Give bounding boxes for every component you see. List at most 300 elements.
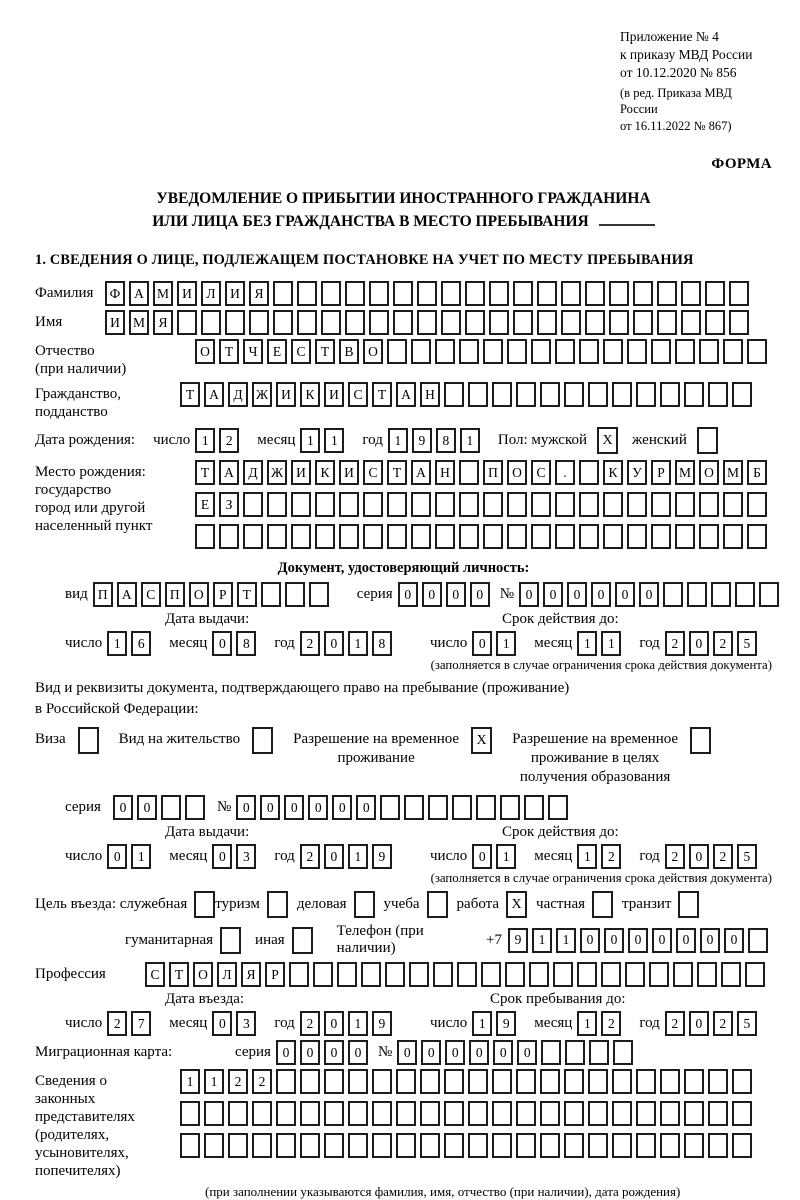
char-box[interactable]: А [204, 382, 224, 407]
char-box[interactable]: 0 [493, 1040, 513, 1065]
char-box[interactable]: 7 [131, 1011, 151, 1036]
char-box[interactable] [721, 962, 741, 987]
char-box[interactable]: 1 [348, 631, 368, 656]
char-box[interactable] [555, 339, 575, 364]
char-box[interactable] [588, 1101, 608, 1126]
char-box[interactable] [372, 1133, 392, 1158]
char-box[interactable]: Е [267, 339, 287, 364]
char-box[interactable] [276, 1069, 296, 1094]
char-box[interactable] [420, 1101, 440, 1126]
char-box[interactable]: Т [315, 339, 335, 364]
char-box[interactable]: Д [243, 460, 263, 485]
char-box[interactable] [315, 524, 335, 549]
char-box[interactable] [747, 339, 767, 364]
char-box[interactable]: 5 [737, 1011, 757, 1036]
char-box[interactable]: О [193, 962, 213, 987]
char-box[interactable]: 1 [496, 631, 516, 656]
char-box[interactable]: И [339, 460, 359, 485]
char-box[interactable] [612, 1133, 632, 1158]
char-box[interactable] [507, 524, 527, 549]
char-box[interactable] [748, 928, 768, 953]
char-box[interactable] [564, 1069, 584, 1094]
char-box[interactable] [404, 795, 424, 820]
char-box[interactable] [687, 582, 707, 607]
char-box[interactable] [483, 492, 503, 517]
char-box[interactable]: 0 [324, 1040, 344, 1065]
char-box[interactable]: 0 [236, 795, 256, 820]
char-box[interactable] [516, 1133, 536, 1158]
char-box[interactable] [465, 310, 485, 335]
char-box[interactable] [747, 524, 767, 549]
char-box[interactable] [273, 310, 293, 335]
char-box[interactable] [699, 524, 719, 549]
char-box[interactable] [225, 310, 245, 335]
work-checkbox[interactable]: X [506, 891, 527, 918]
char-box[interactable] [433, 962, 453, 987]
char-box[interactable]: А [396, 382, 416, 407]
char-box[interactable] [675, 524, 695, 549]
char-box[interactable]: П [165, 582, 185, 607]
char-box[interactable] [435, 492, 455, 517]
char-box[interactable]: С [348, 382, 368, 407]
char-box[interactable]: П [483, 460, 503, 485]
char-box[interactable] [613, 1040, 633, 1065]
char-box[interactable] [387, 492, 407, 517]
char-box[interactable]: 0 [543, 582, 563, 607]
char-box[interactable] [348, 1101, 368, 1126]
char-box[interactable]: 0 [397, 1040, 417, 1065]
residence-permit-checkbox[interactable] [252, 727, 273, 754]
char-box[interactable] [723, 492, 743, 517]
char-box[interactable] [313, 962, 333, 987]
char-box[interactable] [500, 795, 520, 820]
char-box[interactable]: 1 [324, 428, 344, 453]
char-box[interactable] [428, 795, 448, 820]
char-box[interactable] [361, 962, 381, 987]
char-box[interactable] [589, 1040, 609, 1065]
char-box[interactable]: С [145, 962, 165, 987]
char-box[interactable] [531, 492, 551, 517]
char-box[interactable]: 0 [137, 795, 157, 820]
char-box[interactable] [468, 1101, 488, 1126]
char-box[interactable]: 1 [300, 428, 320, 453]
char-box[interactable] [588, 1133, 608, 1158]
char-box[interactable] [291, 492, 311, 517]
char-box[interactable]: 0 [398, 582, 418, 607]
char-box[interactable] [324, 1133, 344, 1158]
char-box[interactable] [435, 524, 455, 549]
char-box[interactable]: 2 [219, 428, 239, 453]
char-box[interactable] [732, 382, 752, 407]
char-box[interactable]: 3 [236, 844, 256, 869]
char-box[interactable] [289, 962, 309, 987]
char-box[interactable]: 0 [700, 928, 720, 953]
char-box[interactable] [627, 492, 647, 517]
char-box[interactable] [529, 962, 549, 987]
char-box[interactable] [660, 1069, 680, 1094]
char-box[interactable] [729, 310, 749, 335]
char-box[interactable] [553, 962, 573, 987]
char-box[interactable]: 0 [284, 795, 304, 820]
char-box[interactable] [489, 310, 509, 335]
char-box[interactable]: А [411, 460, 431, 485]
char-box[interactable]: Я [249, 281, 269, 306]
char-box[interactable] [387, 339, 407, 364]
char-box[interactable] [177, 310, 197, 335]
char-box[interactable]: З [219, 492, 239, 517]
char-box[interactable]: 1 [131, 844, 151, 869]
char-box[interactable] [321, 310, 341, 335]
char-box[interactable]: Ж [252, 382, 272, 407]
char-box[interactable]: 0 [724, 928, 744, 953]
business-checkbox[interactable] [354, 891, 375, 918]
char-box[interactable] [393, 281, 413, 306]
char-box[interactable]: 0 [212, 1011, 232, 1036]
char-box[interactable] [261, 582, 281, 607]
char-box[interactable]: 0 [324, 631, 344, 656]
char-box[interactable] [564, 1133, 584, 1158]
char-box[interactable] [577, 962, 597, 987]
char-box[interactable]: 0 [689, 631, 709, 656]
char-box[interactable]: И [291, 460, 311, 485]
char-box[interactable] [723, 524, 743, 549]
char-box[interactable] [636, 1069, 656, 1094]
char-box[interactable]: А [129, 281, 149, 306]
tourism-checkbox[interactable] [267, 891, 288, 918]
char-box[interactable] [300, 1133, 320, 1158]
char-box[interactable] [561, 281, 581, 306]
char-box[interactable] [452, 795, 472, 820]
char-box[interactable] [459, 460, 479, 485]
char-box[interactable] [636, 1101, 656, 1126]
char-box[interactable]: 0 [113, 795, 133, 820]
char-box[interactable]: М [153, 281, 173, 306]
char-box[interactable] [651, 524, 671, 549]
char-box[interactable] [609, 281, 629, 306]
char-box[interactable] [321, 281, 341, 306]
char-box[interactable] [747, 492, 767, 517]
char-box[interactable] [601, 962, 621, 987]
char-box[interactable] [243, 524, 263, 549]
char-box[interactable]: О [195, 339, 215, 364]
char-box[interactable]: 1 [556, 928, 576, 953]
temp-residence-checkbox[interactable]: X [471, 727, 492, 754]
char-box[interactable]: 2 [713, 844, 733, 869]
char-box[interactable] [516, 1101, 536, 1126]
char-box[interactable] [684, 1133, 704, 1158]
char-box[interactable] [363, 524, 383, 549]
char-box[interactable] [561, 310, 581, 335]
char-box[interactable] [393, 310, 413, 335]
char-box[interactable]: 1 [107, 631, 127, 656]
char-box[interactable] [636, 382, 656, 407]
char-box[interactable]: А [219, 460, 239, 485]
char-box[interactable]: Т [372, 382, 392, 407]
char-box[interactable]: 0 [519, 582, 539, 607]
char-box[interactable] [663, 582, 683, 607]
char-box[interactable] [369, 310, 389, 335]
char-box[interactable]: И [177, 281, 197, 306]
char-box[interactable]: О [507, 460, 527, 485]
char-box[interactable] [324, 1101, 344, 1126]
char-box[interactable]: В [339, 339, 359, 364]
char-box[interactable] [531, 339, 551, 364]
char-box[interactable] [735, 582, 755, 607]
char-box[interactable]: 2 [665, 844, 685, 869]
char-box[interactable] [459, 492, 479, 517]
char-box[interactable] [540, 1069, 560, 1094]
char-box[interactable]: 0 [348, 1040, 368, 1065]
char-box[interactable] [380, 795, 400, 820]
char-box[interactable] [315, 492, 335, 517]
char-box[interactable] [540, 1133, 560, 1158]
char-box[interactable] [492, 1069, 512, 1094]
char-box[interactable]: 0 [212, 631, 232, 656]
char-box[interactable] [633, 310, 653, 335]
char-box[interactable] [585, 310, 605, 335]
char-box[interactable]: С [291, 339, 311, 364]
char-box[interactable]: 0 [676, 928, 696, 953]
char-box[interactable] [513, 281, 533, 306]
char-box[interactable] [468, 1133, 488, 1158]
char-box[interactable]: Р [265, 962, 285, 987]
char-box[interactable] [411, 492, 431, 517]
char-box[interactable] [444, 382, 464, 407]
char-box[interactable] [417, 310, 437, 335]
char-box[interactable] [444, 1133, 464, 1158]
char-box[interactable]: 2 [601, 1011, 621, 1036]
char-box[interactable] [732, 1101, 752, 1126]
char-box[interactable]: Т [169, 962, 189, 987]
char-box[interactable] [516, 382, 536, 407]
char-box[interactable] [657, 310, 677, 335]
char-box[interactable]: 0 [324, 844, 344, 869]
char-box[interactable] [588, 1069, 608, 1094]
char-box[interactable] [651, 339, 671, 364]
char-box[interactable] [657, 281, 677, 306]
char-box[interactable]: 2 [601, 844, 621, 869]
char-box[interactable] [531, 524, 551, 549]
char-box[interactable]: Я [241, 962, 261, 987]
char-box[interactable]: 5 [737, 844, 757, 869]
char-box[interactable] [180, 1101, 200, 1126]
char-box[interactable]: 1 [577, 631, 597, 656]
char-box[interactable] [285, 582, 305, 607]
char-box[interactable]: 0 [260, 795, 280, 820]
char-box[interactable] [564, 1101, 584, 1126]
char-box[interactable] [243, 492, 263, 517]
char-box[interactable]: И [324, 382, 344, 407]
char-box[interactable] [483, 524, 503, 549]
char-box[interactable]: 0 [628, 928, 648, 953]
char-box[interactable] [651, 492, 671, 517]
char-box[interactable] [505, 962, 525, 987]
char-box[interactable]: О [189, 582, 209, 607]
char-box[interactable] [612, 1069, 632, 1094]
char-box[interactable]: Е [195, 492, 215, 517]
char-box[interactable]: 1 [577, 1011, 597, 1036]
char-box[interactable] [483, 339, 503, 364]
char-box[interactable] [524, 795, 544, 820]
char-box[interactable]: 0 [591, 582, 611, 607]
char-box[interactable] [745, 962, 765, 987]
char-box[interactable]: Ж [267, 460, 287, 485]
char-box[interactable]: 0 [422, 582, 442, 607]
char-box[interactable] [633, 281, 653, 306]
char-box[interactable]: 8 [372, 631, 392, 656]
char-box[interactable]: 0 [567, 582, 587, 607]
study-checkbox[interactable] [427, 891, 448, 918]
char-box[interactable] [249, 310, 269, 335]
char-box[interactable] [681, 281, 701, 306]
char-box[interactable]: М [723, 460, 743, 485]
char-box[interactable] [579, 524, 599, 549]
char-box[interactable]: М [675, 460, 695, 485]
char-box[interactable]: 0 [446, 582, 466, 607]
char-box[interactable]: 0 [276, 1040, 296, 1065]
char-box[interactable]: К [603, 460, 623, 485]
char-box[interactable] [396, 1133, 416, 1158]
char-box[interactable] [267, 524, 287, 549]
char-box[interactable] [300, 1069, 320, 1094]
char-box[interactable] [417, 281, 437, 306]
char-box[interactable]: 5 [737, 631, 757, 656]
char-box[interactable] [252, 1133, 272, 1158]
char-box[interactable]: Т [237, 582, 257, 607]
char-box[interactable] [348, 1133, 368, 1158]
char-box[interactable]: 0 [604, 928, 624, 953]
char-box[interactable] [684, 382, 704, 407]
char-box[interactable]: 8 [436, 428, 456, 453]
char-box[interactable] [603, 492, 623, 517]
char-box[interactable]: Л [217, 962, 237, 987]
char-box[interactable]: 1 [460, 428, 480, 453]
visa-checkbox[interactable] [78, 727, 99, 754]
char-box[interactable]: 0 [652, 928, 672, 953]
char-box[interactable] [219, 524, 239, 549]
char-box[interactable] [603, 339, 623, 364]
char-box[interactable] [459, 524, 479, 549]
char-box[interactable] [579, 492, 599, 517]
char-box[interactable]: 1 [472, 1011, 492, 1036]
char-box[interactable] [540, 1101, 560, 1126]
char-box[interactable] [564, 382, 584, 407]
char-box[interactable]: Р [651, 460, 671, 485]
char-box[interactable] [468, 382, 488, 407]
char-box[interactable]: 2 [252, 1069, 272, 1094]
char-box[interactable] [627, 524, 647, 549]
char-box[interactable]: Т [387, 460, 407, 485]
char-box[interactable] [441, 281, 461, 306]
char-box[interactable] [348, 1069, 368, 1094]
char-box[interactable] [309, 582, 329, 607]
char-box[interactable]: Т [219, 339, 239, 364]
char-box[interactable] [705, 281, 725, 306]
char-box[interactable]: Т [195, 460, 215, 485]
char-box[interactable]: 0 [445, 1040, 465, 1065]
char-box[interactable]: Т [180, 382, 200, 407]
char-box[interactable]: Н [420, 382, 440, 407]
char-box[interactable]: 0 [107, 844, 127, 869]
char-box[interactable] [411, 339, 431, 364]
char-box[interactable]: К [315, 460, 335, 485]
char-box[interactable]: И [105, 310, 125, 335]
char-box[interactable] [540, 382, 560, 407]
char-box[interactable]: 2 [107, 1011, 127, 1036]
char-box[interactable]: 0 [517, 1040, 537, 1065]
char-box[interactable] [273, 281, 293, 306]
char-box[interactable] [660, 382, 680, 407]
char-box[interactable] [675, 492, 695, 517]
char-box[interactable] [732, 1069, 752, 1094]
char-box[interactable]: 0 [472, 844, 492, 869]
char-box[interactable]: 9 [372, 844, 392, 869]
char-box[interactable]: 1 [532, 928, 552, 953]
char-box[interactable]: 1 [204, 1069, 224, 1094]
char-box[interactable] [603, 524, 623, 549]
char-box[interactable] [649, 962, 669, 987]
char-box[interactable] [276, 1133, 296, 1158]
char-box[interactable] [492, 382, 512, 407]
char-box[interactable] [396, 1069, 416, 1094]
char-box[interactable]: 2 [665, 1011, 685, 1036]
char-box[interactable] [507, 339, 527, 364]
char-box[interactable] [339, 524, 359, 549]
private-checkbox[interactable] [592, 891, 613, 918]
char-box[interactable] [291, 524, 311, 549]
char-box[interactable] [396, 1101, 416, 1126]
char-box[interactable]: 0 [470, 582, 490, 607]
char-box[interactable] [468, 1069, 488, 1094]
char-box[interactable] [516, 1069, 536, 1094]
female-checkbox[interactable] [697, 427, 718, 454]
char-box[interactable] [660, 1101, 680, 1126]
char-box[interactable] [363, 492, 383, 517]
char-box[interactable] [565, 1040, 585, 1065]
char-box[interactable]: 0 [689, 844, 709, 869]
char-box[interactable] [444, 1069, 464, 1094]
char-box[interactable] [548, 795, 568, 820]
char-box[interactable] [476, 795, 496, 820]
char-box[interactable] [337, 962, 357, 987]
char-box[interactable]: 0 [421, 1040, 441, 1065]
char-box[interactable] [708, 1069, 728, 1094]
char-box[interactable] [660, 1133, 680, 1158]
humanitarian-checkbox[interactable] [220, 927, 241, 954]
char-box[interactable] [588, 382, 608, 407]
char-box[interactable] [708, 382, 728, 407]
char-box[interactable] [489, 281, 509, 306]
char-box[interactable]: П [93, 582, 113, 607]
char-box[interactable] [732, 1133, 752, 1158]
char-box[interactable] [228, 1101, 248, 1126]
char-box[interactable] [345, 310, 365, 335]
char-box[interactable]: 0 [615, 582, 635, 607]
char-box[interactable] [385, 962, 405, 987]
char-box[interactable] [409, 962, 429, 987]
char-box[interactable] [684, 1101, 704, 1126]
char-box[interactable]: 9 [372, 1011, 392, 1036]
char-box[interactable]: 0 [580, 928, 600, 953]
char-box[interactable] [585, 281, 605, 306]
char-box[interactable] [705, 310, 725, 335]
char-box[interactable]: 0 [639, 582, 659, 607]
char-box[interactable]: 2 [665, 631, 685, 656]
char-box[interactable] [711, 582, 731, 607]
char-box[interactable]: 3 [236, 1011, 256, 1036]
char-box[interactable]: 0 [308, 795, 328, 820]
char-box[interactable] [636, 1133, 656, 1158]
